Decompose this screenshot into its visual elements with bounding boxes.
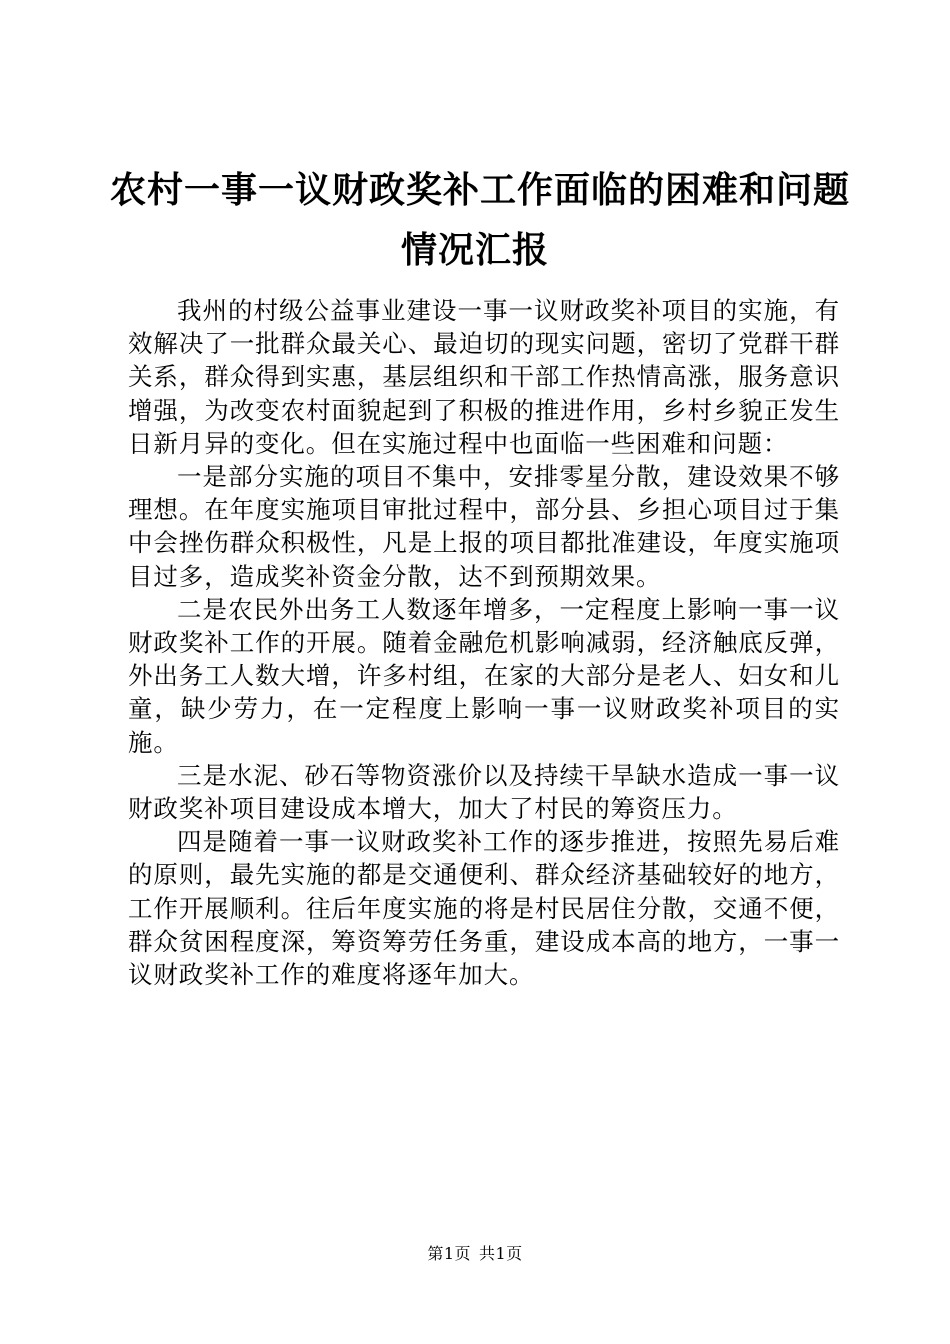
document-body: [128, 294, 840, 991]
document-title: [110, 160, 851, 280]
page-number: 第1页: [427, 1244, 471, 1263]
page-footer: [0, 1244, 950, 1264]
paragraph-issue-4: 四是随着一事一议财政奖补工作的逐步推进，按照先易后难的原则，最先实施的都是交通便利、群众经济基础较好的地方，工作开展顺利。往后年度实施的将是村民居住分散，交通不便，群众贫困程度深，筹资筹劳任务重，建设成本高的地方，一事一议财政奖补工作的难度将逐年加大。: [128, 827, 840, 990]
title-line-1: 农村一事一议财政奖补工作面临的困难和问题: [110, 169, 851, 211]
page-total: 共1页: [479, 1244, 523, 1263]
paragraph-issue-1: 一是部分实施的项目不集中，安排零星分散，建设效果不够理想。在年度实施项目审批过程中，部分县、乡担心项目过于集中会挫伤群众积极性，凡是上报的项目都批准建设，年度实施项目过多，造成奖补资金分散，达不到预期效果。: [128, 462, 840, 591]
paragraph-issue-2: 二是农民外出务工人数逐年增多，一定程度上影响一事一议财政奖补工作的开展。随着金融危机影响减弱，经济触底反弹，外出务工人数大增，许多村组，在家的大部分是老人、妇女和儿童，缺少劳力，在一定程度上影响一事一议财政奖补项目的实施。: [128, 594, 840, 757]
title-line-2: 情况汇报: [400, 229, 549, 271]
paragraph-issue-3: 三是水泥、砂石等物资涨价以及持续干旱缺水造成一事一议财政奖补项目建设成本增大，加大了村民的筹资压力。: [128, 760, 840, 824]
paragraph-intro: 我州的村级公益事业建设一事一议财政奖补项目的实施，有效解决了一批群众最关心、最迫切的现实问题，密切了党群干群关系，群众得到实惠，基层组织和干部工作热情高涨，服务意识增强，为改变农村面貌起到了积极的推进作用，乡村乡貌正发生日新月异的变化。但在实施过程中也面临一些困难和问题：: [128, 296, 840, 458]
